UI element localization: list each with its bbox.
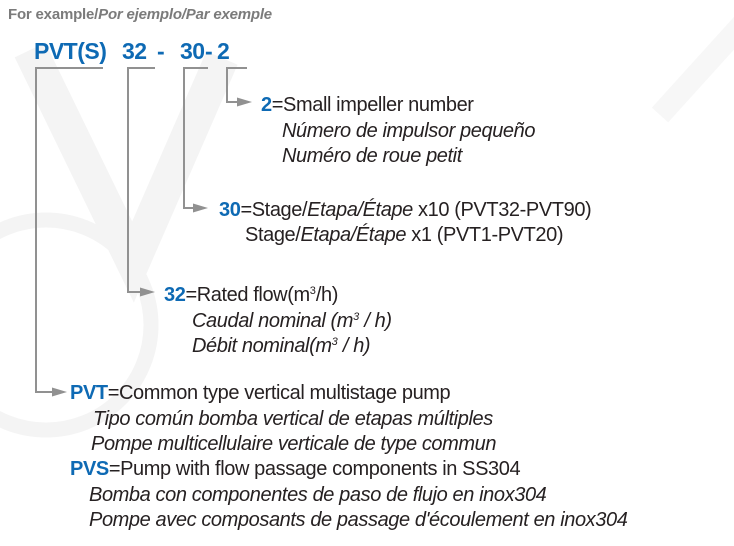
stage-line-2 [245, 224, 563, 247]
impeller-line-en [261, 94, 474, 117]
arrow-flow-icon [140, 288, 155, 297]
equals-sign: = [271, 94, 284, 116]
cubic-superscript: 3 [309, 285, 316, 297]
model-flow: 32 [122, 38, 147, 64]
model-separator-2: - [205, 38, 213, 64]
pvt-code: PVT [70, 382, 108, 404]
page-title-en: For example/ [8, 6, 99, 23]
flow-text-en-post: /h) [315, 284, 339, 306]
stage-text-post: x10 (PVT32-PVT90) [412, 199, 592, 221]
impeller-code: 2 [261, 94, 272, 116]
flow-text-fr-post: / h) [337, 335, 371, 357]
stage-line-1 [219, 199, 591, 222]
impeller-text-en: Small impeller number [283, 94, 474, 116]
impeller-line-es: Número de impulsor pequeño [282, 120, 536, 142]
bracket-impeller [227, 68, 247, 102]
equals-sign: = [240, 199, 252, 221]
arrow-series-icon [52, 388, 67, 397]
page-title-intl: Por ejemplo/Par exemple [98, 6, 272, 23]
pvs-line-fr: Pompe avec composants de passage d'écoulement en inox304 [89, 509, 628, 531]
equals-sign: = [107, 382, 119, 404]
bracket-flow [128, 68, 155, 292]
flow-code: 32 [164, 284, 186, 306]
pvs-line-es: Bomba con componentes de paso de flujo en inox304 [89, 484, 547, 506]
equals-sign: = [185, 284, 197, 306]
equals-sign: = [108, 458, 121, 480]
stage-text-pre: Stage/ [251, 199, 308, 221]
pvt-line-es: Tipo común bomba vertical de etapas múltiples [93, 408, 493, 430]
pvt-line-en [70, 382, 450, 405]
model-separator-1: - [157, 38, 165, 64]
pvs-text-en: Pump with flow passage components in SS304 [120, 458, 521, 480]
bracket-series [36, 68, 103, 392]
flow-text-es: Caudal nominal (m [192, 310, 354, 332]
cubic-superscript: 3 [331, 336, 338, 348]
stage-text-pre: Stage/ [245, 224, 301, 246]
arrow-impeller-icon [237, 98, 252, 107]
model-impeller: 2 [217, 38, 230, 64]
model-series: PVT(S) [34, 38, 107, 64]
impeller-line-fr: Numéro de roue petit [282, 145, 462, 167]
flow-text-es-post: / h) [359, 310, 392, 332]
flow-line-es [192, 310, 392, 333]
flow-line-en [164, 284, 338, 307]
pvs-line-en [70, 458, 520, 481]
pvt-text-en: Common type vertical multistage pump [118, 382, 451, 404]
page-title [8, 6, 272, 23]
pvs-code: PVS [70, 458, 109, 480]
stage-text-post: x1 (PVT1-PVT20) [406, 224, 564, 246]
bracket-stage [184, 68, 208, 208]
stage-text-intl: Etapa/Étape [300, 224, 407, 246]
flow-text-en: Rated flow(m [196, 284, 310, 306]
cubic-superscript: 3 [353, 311, 360, 323]
pvt-line-fr: Pompe multicellulaire verticale de type commun [91, 433, 497, 455]
flow-text-fr: Débit nominal(m [192, 335, 332, 357]
stage-text-intl: Etapa/Étape [307, 199, 413, 221]
arrow-stage-icon [193, 204, 208, 213]
model-stage: 30 [180, 38, 205, 64]
stage-code: 30 [219, 199, 241, 221]
flow-line-fr [192, 335, 370, 358]
